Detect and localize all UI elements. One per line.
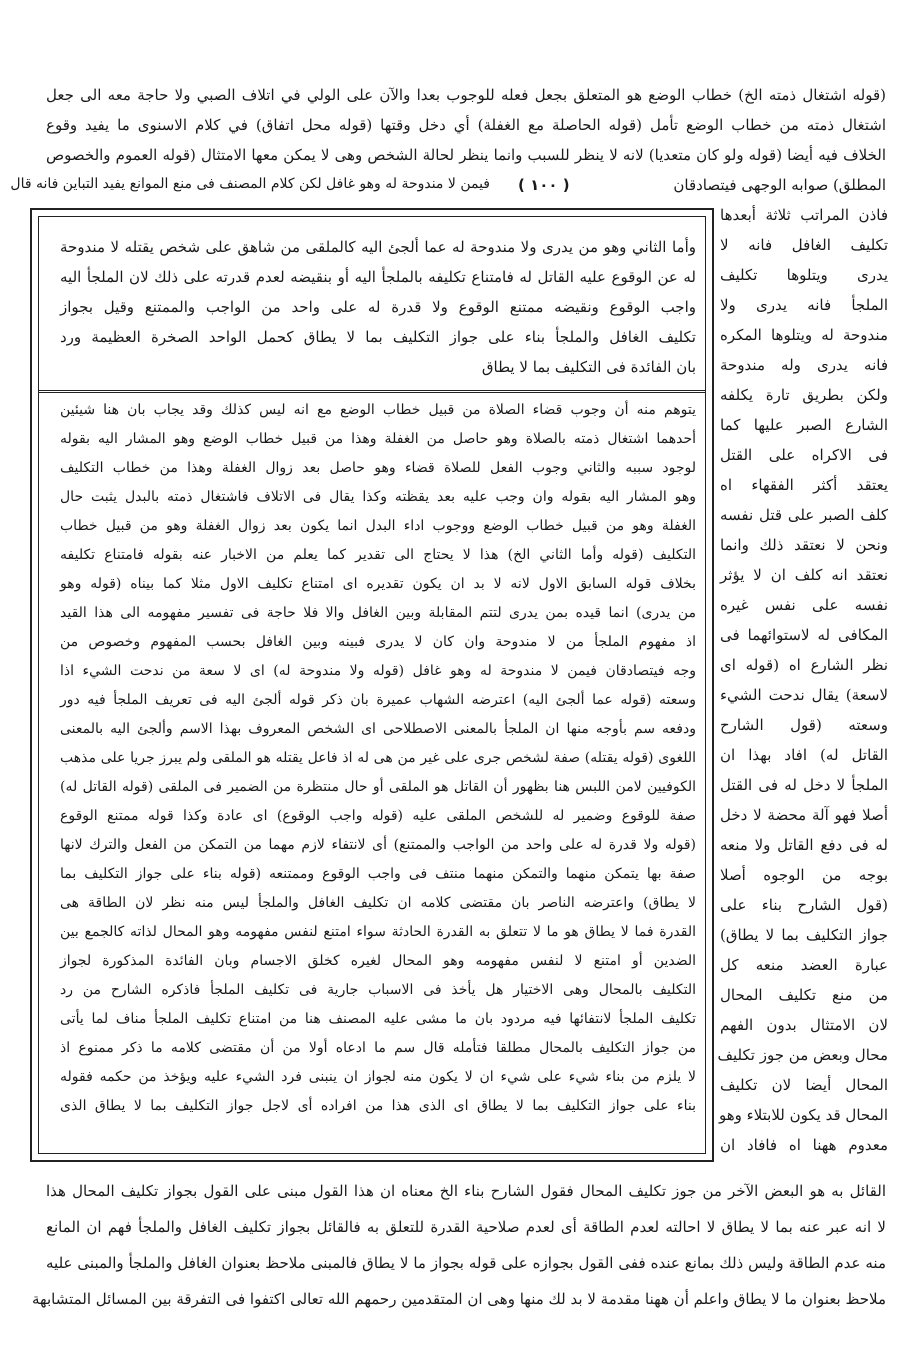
text-line: صفة للوقوع وضمير له للشخص الملقى عليه (قوله واجب الوقوع) اى عادة وكذا قوله ممتنع الوقوع <box>60 808 696 824</box>
text-line: أحدهما اشتغال ذمته بالصلاة وهو حاصل من الغفلة وهذا من قبيل خطاب الوضع وهو المشار اليه بقوله <box>60 431 696 447</box>
margin-line: (قول الشارح بناء على <box>720 896 888 914</box>
margin-line: فاذن المراتب ثلاثة أبعدها <box>720 206 888 224</box>
text-line: تكليف الملجأ لانتفائها فيه مردود بان ما مشى عليه المصنف هنا من امتناع تكليف الملجأ مناف لما يأتى <box>60 1011 696 1027</box>
text-line: الخلاف فيه أيضا (قوله ولو كان متعديا) لانه لا ينظر للسبب وانما ينظر لحالة الشخص وهى لا يمكن معها الامتثال (قوله العموم والخصوص <box>46 146 886 164</box>
margin-line: المحال قد يكون للابتلاء وهو <box>718 1106 888 1124</box>
margin-line: أصلا فهو آلة محضة لا دخل <box>720 806 888 824</box>
text-line: بناء على جواز التكليف بما لا يطاق اى الذى هذا من افراده أى لاجل جواز التكليف بما لا يطاق الذى <box>60 1098 696 1114</box>
margin-line: محال وبعض من جوز تكليف <box>717 1046 888 1064</box>
page-number: ( ١٠٠ ) <box>518 176 570 194</box>
margin-line: لان الامتثال بدون الفهم <box>720 1016 888 1034</box>
margin-line: يدرى ويتلوها تكليف <box>720 266 888 284</box>
text-line: القدرة فما لا يطاق هو ما لا تتعلق به القدرة الحادثة سواء امتنع لنفس مفهومه وهو المحال لذاته كالجمع بين <box>60 924 696 940</box>
text-line: التكليف (قوله وأما الثاني الخ) هذا لا يحتاج الى تقدير كما يعلم من الاخبار عنه بقوله فامتناع تكليفه <box>60 547 696 563</box>
margin-line: المحال أيضا لان تكليف <box>720 1076 888 1094</box>
text-line: لوجود سببه والثاني وجوب الفعل للصلاة قضاء وهو حاصل بعد زوال الغفلة وهذا من خطاب التكليف <box>60 460 696 476</box>
text-line: اشتغال ذمته من خطاب الوضع تأمل (قوله الحاصلة مع الغفلة) أي دخل وقتها (قوله محل اتفاق) في كلام الاسنوى ما يفيد وقوع <box>46 116 886 134</box>
margin-line: المكافى له لاستوائهما فى <box>720 626 888 644</box>
text-line: فيمن لا مندوحة له وهو غافل لكن كلام المصنف فى منع الموانع يفيد التباين فانه قال <box>10 176 490 192</box>
margin-line: فى الاكراه على القتل <box>720 446 888 464</box>
margin-line: نعتقد انه كلف ان لا يؤثر <box>720 566 888 584</box>
margin-line: فانه يدرى وله مندوحة <box>720 356 888 374</box>
text-line: المطلق) صوابه الوجهى فيتصادقان <box>673 176 886 194</box>
margin-line: لاسعة) يقال ندحت الشيء <box>720 686 888 704</box>
margin-line: معدوم ههنا اه فافاد ان <box>720 1136 888 1154</box>
margin-line: يعتقد أكثر الفقهاء اه <box>720 476 888 494</box>
text-line: الضدين أو امتنع لا لنفس مفهومه وهو المحال لغيره كخلق الاجسام وبان الفائدة المذكورة لجواز <box>60 953 696 969</box>
text-line: لا انه عبر عنه بما لا يطاق لا احالته لعدم الطاقة أى لعدم صلاحية القدرة للتعلق به فالقائل بجواز تكليف الغافل والملجأ فهم ان المانع <box>46 1218 886 1236</box>
text-line: الكوفيين لامن اللبس هنا بظهور أن القاتل هو الملقى أو حال منتظرة من الضمير فى الملقى (قوله القاتل له) <box>60 779 696 795</box>
text-line: لا يلزم من بناء شيء على شيء ان لا يكون منه لجواز ان ينبنى فرد الشيء عليه ويؤخذ من حكمه فقوله <box>60 1069 696 1085</box>
text-line: الغفلة وهو من قبيل خطاب الوضع ووجوب اداء البدل انما يكون بعد زوال الغفلة وهو من قبيل خطاب <box>60 518 696 534</box>
text-line: تكليف الغافل والملجأ بناء على جواز التكليف بما لا يطاق كحمل الواحد الصخرة العظيمة ورد <box>60 328 696 346</box>
text-line: ملاحظ بعنوان ما لا يطاق واعلم أن ههنا مقدمة لا بد لك منها وهى ان المتقدمين رحمهم الله تعالى اكتفوا فى التفرقة بين المسائل المتشابهة <box>32 1290 886 1308</box>
section-divider <box>38 390 706 393</box>
text-line: منه عدم الطاقة وليس ذلك بمانع عنده ففى القول بجوازه على قوله بجواز ما لا يطاق فالمبنى ملاحظ بعنوان الغافل والملجأ والمبنى عليه <box>46 1254 886 1272</box>
margin-line: له فى دفع القاتل ولا منعه <box>720 836 888 854</box>
text-line: وجه فيتصادقان فيمن لا مندوحة له وهو غافل (قوله ولا مندوحة له) اى لا سعة من ندحت الشيء اذا <box>60 663 696 679</box>
text-line: القائل به هو البعض الآخر من جوز تكليف المحال فقول الشارح بناء الخ معناه ان هذا القول مبنى على القول بجواز تكليف المحال هذا <box>46 1182 886 1200</box>
text-line: اذ مفهوم الملجأ من لا مندوحة وان كان لا يدرى فبينه وبين الغافل بحسب المفهوم وخصوص من <box>60 634 696 650</box>
margin-line: الملجأ لا دخل له فى القتل <box>720 776 888 794</box>
text-line: لا يطاق) واعترضه الناصر بان مقتضى كلامه ان تكليف الغافل والملجأ ليس منه نظر لان الطاقة هى <box>60 895 696 911</box>
margin-line: عبارة العضد منعه كل <box>720 956 888 974</box>
text-line: وسعته (قوله عما ألجئ اليه) اعترضه الشهاب عميرة بان ذكر قوله ألجئ اليه فى تعريف الملجأ فيه دور <box>60 692 696 708</box>
text-line: وهو المشار اليه بقوله وان وجب عليه بعد يقظته وكذا يقال فى الاتلاف فاشتغال ذمته بالبدل يثبت حال <box>60 489 696 505</box>
margin-line: ونحن لا نعتقد ذلك وانما <box>720 536 888 554</box>
text-line: (قوله ولا قدرة له على واحد من الواجب والممتنع) أى لانتفاء لازم مهما من التمكن من الفعل والترك لانها <box>60 837 696 853</box>
text-line: من يدرى) انما قيده بمن يدرى لتتم المقابلة وبين الغافل والا فلا حاجة فى تفسير مفهومه الى هذا القيد <box>60 605 696 621</box>
margin-line: نظر الشارع اه (قوله اى <box>720 656 888 674</box>
margin-line: جواز التكليف بما لا يطاق) <box>720 926 888 944</box>
text-line: بخلاف قوله السابق الاول لانه لا بد ان يكون تقديره اى امتناع تكليف الاول مثلا كما بيناه (قوله وهو <box>60 576 696 592</box>
margin-line: بوجه من الوجوه أصلا <box>720 866 888 884</box>
text-line: (قوله اشتغال ذمته الخ) خطاب الوضع هو المتعلق بجعل فعله للوجوب بعدا والآن على الولي في اتلاف الصبي ولا حاجة معه الى جعل <box>46 86 886 104</box>
margin-line: القاتل له) افاد بهذا ان <box>720 746 888 764</box>
margin-line: تكليف الغافل فانه لا <box>720 236 888 254</box>
text-line: بان الفائدة فى التكليف بما لا يطاق <box>481 358 696 376</box>
margin-line: من منع تكليف المحال <box>720 986 888 1004</box>
margin-line: الملجأ فانه يدرى ولا <box>720 296 888 314</box>
margin-line: مندوحة له ويتلوها المكره <box>720 326 888 344</box>
text-line: من جواز التكليف بالمحال مطلقا فتأمله قال سم ما ادعاه أولا من أن مقتضى كلامه ما ذكر ممنوع اذ <box>60 1040 696 1056</box>
text-line: له عن الوقوع عليه القاتل له فامتناع تكليفه بالملجأ اليه أو بنقيضه لعدم قدرته على ذلك لان الملجأ اليه <box>60 268 696 286</box>
margin-line: نفسه على نفس غيره <box>720 596 888 614</box>
text-line: اللغوى (قوله يقتله) صفة لشخص جرى على غير من هى له اذ فاعل يقتله هو الملقى ولم يبرز جريا على مذهب <box>60 750 696 766</box>
margin-line: كلف الصبر على قتل نفسه <box>720 506 888 524</box>
text-line: يتوهم منه أن وجوب قضاء الصلاة من قبيل خطاب الوضع مع انه ليس كذلك وقد يجاب بان هنا شيئين <box>60 402 696 418</box>
margin-line: وسعته (قول الشارح <box>720 716 888 734</box>
text-line: ودفعه سم بأوجه منها ان الملجأ بالمعنى الاصطلاحى اى الشخص المعروف بهذا الاسم وألجئ اليه بالمعنى <box>60 721 696 737</box>
text-line: صفة بها يتمكن منهما والتمكن منهما منتف فى واجب الوقوع وممتنعه (قوله بناء على جواز التكليف بما <box>60 866 696 882</box>
margin-line: الشارع الصبر عليها كما <box>720 416 888 434</box>
margin-line: ولكن بطريق تارة يكلفه <box>720 386 888 404</box>
text-line: واجب الوقوع ونقيضه ممتنع الوقوع ولا قدرة له على واحد من الواجب والممتنع وقيل بجواز <box>60 298 696 316</box>
text-line: وأما الثاني وهو من يدرى ولا مندوحة له عما ألجئ اليه كالملقى من شاهق على شخص يقتله لا مندوحة <box>60 238 696 256</box>
text-line: التكليف بالمحال وهى الاختيار هل يأخذ فى الاسباب جارية فى تكليف الملجأ فاذكره الشارح من رد <box>60 982 696 998</box>
